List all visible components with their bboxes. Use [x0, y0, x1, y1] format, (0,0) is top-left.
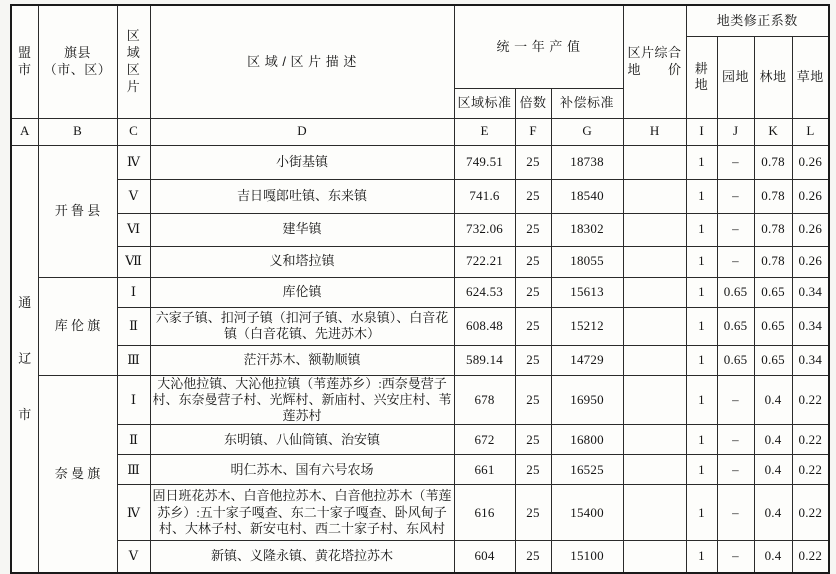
header-description: 区 域 / 区 片 描 述 — [150, 5, 454, 118]
header-zone-price-line1: 区片综合 — [627, 44, 682, 60]
forest-coef-cell: 0.4 — [754, 375, 792, 425]
column-letter: E — [454, 118, 515, 145]
zone-price-cell — [623, 179, 686, 213]
farmland-coef-cell: 1 — [686, 455, 717, 485]
compensation-cell: 16950 — [551, 375, 623, 425]
zone-cell: Ⅰ — [117, 277, 150, 307]
description-cell: 吉日嘎郎吐镇、东来镇 — [150, 179, 454, 213]
header-zone-price-line2: 地 价 — [627, 61, 682, 77]
forest-coef-cell: 0.4 — [754, 425, 792, 455]
header-orchard: 园地 — [717, 36, 754, 118]
column-letter: D — [150, 118, 454, 145]
header-county — [38, 5, 117, 118]
multiple-cell: 25 — [515, 541, 551, 573]
column-letter: K — [754, 118, 792, 145]
description-cell: 库伦镇 — [150, 277, 454, 307]
regional-standard-cell: 661 — [454, 455, 515, 485]
orchard-coef-cell: – — [717, 455, 754, 485]
header-forest: 林地 — [754, 36, 792, 118]
multiple-cell: 25 — [515, 345, 551, 375]
regional-standard-cell: 749.51 — [454, 145, 515, 179]
county-cell: 库 伦 旗 — [38, 277, 117, 375]
orchard-coef-cell: – — [717, 485, 754, 541]
grassland-coef-cell: 0.26 — [792, 213, 829, 246]
column-letter: G — [551, 118, 623, 145]
orchard-coef-cell: – — [717, 541, 754, 573]
league-city-char: 市 — [18, 407, 32, 423]
grassland-coef-cell: 0.26 — [792, 179, 829, 213]
zone-price-cell — [623, 213, 686, 246]
compensation-cell: 16525 — [551, 455, 623, 485]
zone-price-cell — [623, 246, 686, 277]
zone-cell: Ⅰ — [117, 375, 150, 425]
grassland-coef-cell: 0.22 — [792, 485, 829, 541]
forest-coef-cell: 0.65 — [754, 345, 792, 375]
header-league-city-text — [14, 45, 36, 79]
compensation-cell: 16800 — [551, 425, 623, 455]
regional-standard-cell: 604 — [454, 541, 515, 573]
description-cell: 义和塔拉镇 — [150, 246, 454, 277]
regional-standard-cell: 624.53 — [454, 277, 515, 307]
column-letter: H — [623, 118, 686, 145]
farmland-coef-cell: 1 — [686, 485, 717, 541]
orchard-coef-cell: 0.65 — [717, 345, 754, 375]
forest-coef-cell: 0.65 — [754, 277, 792, 307]
description-cell: 东明镇、八仙筒镇、治安镇 — [150, 425, 454, 455]
zone-cell: Ⅴ — [117, 541, 150, 573]
forest-coef-cell: 0.4 — [754, 455, 792, 485]
multiple-cell: 25 — [515, 246, 551, 277]
farmland-coef-cell: 1 — [686, 145, 717, 179]
description-cell: 建华镇 — [150, 213, 454, 246]
column-letter: A — [11, 118, 38, 145]
grassland-coef-cell: 0.22 — [792, 455, 829, 485]
league-city-cell — [11, 145, 38, 573]
orchard-coef-cell: 0.65 — [717, 277, 754, 307]
multiple-cell: 25 — [515, 455, 551, 485]
zone-cell: Ⅳ — [117, 485, 150, 541]
header-multiple: 倍数 — [515, 88, 551, 118]
header-unified-annual-output: 统 一 年 产 值 — [454, 5, 623, 88]
header-zone-char: 域 — [126, 44, 141, 60]
header-zone — [117, 5, 150, 118]
compensation-cell: 15613 — [551, 277, 623, 307]
orchard-coef-cell: – — [717, 145, 754, 179]
forest-coef-cell: 0.4 — [754, 541, 792, 573]
header-zone-comprehensive-price — [623, 5, 686, 118]
description-cell: 新镇、义隆永镇、黄花塔拉苏木 — [150, 541, 454, 573]
zone-price-cell — [623, 541, 686, 573]
league-city-char: 辽 — [18, 351, 32, 367]
column-letter: I — [686, 118, 717, 145]
county-cell: 开 鲁 县 — [38, 145, 117, 277]
description-cell: 大沁他拉镇、大沁他拉镇（苇莲苏乡）:西奈曼营子村、东奈曼营子村、光辉村、新庙村、兴安庄村、苇莲苏村 — [150, 375, 454, 425]
multiple-cell: 25 — [515, 425, 551, 455]
column-letter: F — [515, 118, 551, 145]
header-grassland: 草地 — [792, 36, 829, 118]
zone-price-cell — [623, 485, 686, 541]
grassland-coef-cell: 0.22 — [792, 541, 829, 573]
zone-cell: Ⅳ — [117, 145, 150, 179]
compensation-cell: 15100 — [551, 541, 623, 573]
forest-coef-cell: 0.78 — [754, 145, 792, 179]
farmland-coef-cell: 1 — [686, 277, 717, 307]
zone-price-cell — [623, 375, 686, 425]
multiple-cell: 25 — [515, 179, 551, 213]
header-county-line1: 旗县 — [63, 44, 91, 60]
regional-standard-cell: 722.21 — [454, 246, 515, 277]
description-cell: 固日班花苏木、白音他拉苏木、白音他拉苏木（苇莲苏乡）:五十家子嘎查、东二十家子嘎查、卧风甸子村、大林子村、新安屯村、西二十家子村、东风村 — [150, 485, 454, 541]
header-farmland: 耕地 — [686, 36, 717, 118]
multiple-cell: 25 — [515, 485, 551, 541]
header-league-city — [11, 5, 38, 118]
compensation-cell: 18540 — [551, 179, 623, 213]
regional-standard-cell: 608.48 — [454, 307, 515, 345]
league-city-char: 通 — [18, 295, 32, 311]
forest-coef-cell: 0.78 — [754, 213, 792, 246]
compensation-cell: 18738 — [551, 145, 623, 179]
header-league-city-char: 市 — [17, 61, 32, 77]
farmland-coef-cell: 1 — [686, 345, 717, 375]
farmland-coef-cell: 1 — [686, 179, 717, 213]
orchard-coef-cell: – — [717, 213, 754, 246]
description-cell: 茫汗苏木、额勒顺镇 — [150, 345, 454, 375]
zone-price-cell — [623, 145, 686, 179]
column-letter: L — [792, 118, 829, 145]
header-zone-text — [120, 28, 148, 96]
header-land-type-correction: 地类修正系数 — [686, 5, 829, 36]
grassland-coef-cell: 0.22 — [792, 375, 829, 425]
zone-price-cell — [623, 345, 686, 375]
farmland-coef-cell: 1 — [686, 375, 717, 425]
regional-standard-cell: 589.14 — [454, 345, 515, 375]
orchard-coef-cell: – — [717, 246, 754, 277]
zone-cell: Ⅶ — [117, 246, 150, 277]
grassland-coef-cell: 0.34 — [792, 307, 829, 345]
header-zone-char: 区 — [126, 61, 141, 77]
league-city-vertical-text — [14, 296, 36, 421]
header-zone-price-text — [626, 45, 684, 79]
orchard-coef-cell: – — [717, 179, 754, 213]
description-cell: 六家子镇、扣河子镇（扣河子镇、水泉镇）、白音花镇（白音花镇、先进苏木） — [150, 307, 454, 345]
county-cell: 奈 曼 旗 — [38, 375, 117, 573]
regional-standard-cell: 732.06 — [454, 213, 515, 246]
zone-cell: Ⅴ — [117, 179, 150, 213]
farmland-coef-cell: 1 — [686, 246, 717, 277]
grassland-coef-cell: 0.34 — [792, 277, 829, 307]
zone-cell: Ⅵ — [117, 213, 150, 246]
header-compensation-standard: 补偿标准 — [551, 88, 623, 118]
grassland-coef-cell: 0.26 — [792, 246, 829, 277]
zone-price-cell — [623, 455, 686, 485]
regional-standard-cell: 616 — [454, 485, 515, 541]
compensation-cell: 14729 — [551, 345, 623, 375]
zone-price-cell — [623, 425, 686, 455]
regional-standard-cell: 672 — [454, 425, 515, 455]
orchard-coef-cell: – — [717, 375, 754, 425]
zone-cell: Ⅱ — [117, 425, 150, 455]
multiple-cell: 25 — [515, 145, 551, 179]
column-letter: J — [717, 118, 754, 145]
grassland-coef-cell: 0.34 — [792, 345, 829, 375]
multiple-cell: 25 — [515, 307, 551, 345]
forest-coef-cell: 0.78 — [754, 179, 792, 213]
multiple-cell: 25 — [515, 375, 551, 425]
header-regional-standard: 区域标准 — [454, 88, 515, 118]
multiple-cell: 25 — [515, 213, 551, 246]
orchard-coef-cell: – — [717, 425, 754, 455]
compensation-cell: 15212 — [551, 307, 623, 345]
description-cell: 小街基镇 — [150, 145, 454, 179]
zone-price-cell — [623, 307, 686, 345]
farmland-coef-cell: 1 — [686, 213, 717, 246]
zone-cell: Ⅲ — [117, 345, 150, 375]
regional-standard-cell: 741.6 — [454, 179, 515, 213]
forest-coef-cell: 0.78 — [754, 246, 792, 277]
farmland-coef-cell: 1 — [686, 541, 717, 573]
column-letter: B — [38, 118, 117, 145]
compensation-cell: 18055 — [551, 246, 623, 277]
farmland-coef-cell: 1 — [686, 307, 717, 345]
header-county-line2: （市、区） — [43, 61, 112, 77]
zone-cell: Ⅲ — [117, 455, 150, 485]
land-compensation-standard-table — [10, 4, 830, 574]
header-zone-char: 片 — [126, 78, 141, 94]
multiple-cell: 25 — [515, 277, 551, 307]
header-county-text — [41, 45, 115, 79]
forest-coef-cell: 0.65 — [754, 307, 792, 345]
header-league-city-char: 盟 — [17, 44, 32, 60]
description-cell: 明仁苏木、国有六号农场 — [150, 455, 454, 485]
column-letter: C — [117, 118, 150, 145]
header-zone-char: 区 — [126, 27, 141, 43]
farmland-coef-cell: 1 — [686, 425, 717, 455]
grassland-coef-cell: 0.26 — [792, 145, 829, 179]
regional-standard-cell: 678 — [454, 375, 515, 425]
compensation-cell: 18302 — [551, 213, 623, 246]
zone-price-cell — [623, 277, 686, 307]
orchard-coef-cell: 0.65 — [717, 307, 754, 345]
compensation-cell: 15400 — [551, 485, 623, 541]
grassland-coef-cell: 0.22 — [792, 425, 829, 455]
zone-cell: Ⅱ — [117, 307, 150, 345]
forest-coef-cell: 0.4 — [754, 485, 792, 541]
